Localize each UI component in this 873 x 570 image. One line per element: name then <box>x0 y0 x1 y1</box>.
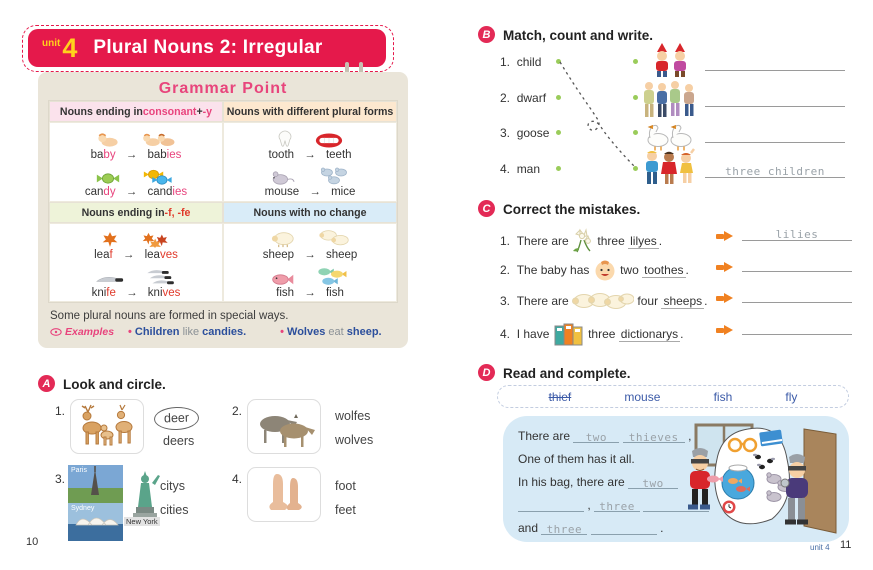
passage-text-part: . <box>660 521 664 535</box>
grammar-point-title: Grammar Point <box>158 80 288 97</box>
word-highlight: ves <box>159 249 178 262</box>
tooth-icon <box>277 130 293 148</box>
pair-candy <box>85 163 187 198</box>
fish-group-icon <box>317 267 349 286</box>
sentence-text: . <box>704 294 708 308</box>
wrong-word[interactable]: toothes <box>644 262 684 277</box>
wrong-word[interactable]: lilyes <box>630 233 657 248</box>
sentence-text: . <box>685 263 689 277</box>
three-children-image <box>642 148 696 188</box>
left-page-number: 10 <box>26 536 39 548</box>
word-highlight: ies <box>166 148 182 161</box>
item-number: 2. <box>232 404 243 418</box>
option-deers[interactable]: deers <box>163 434 195 448</box>
passage-text-part: In his bag, there are <box>518 475 625 489</box>
word-part: fish <box>325 286 344 299</box>
word-highlight: f <box>109 249 113 262</box>
handwritten-answer: two <box>585 431 608 444</box>
word-part: mouse <box>264 186 300 199</box>
correction-line-4[interactable] <box>742 319 852 335</box>
paris-photo <box>68 465 123 503</box>
candies-icon <box>142 169 176 185</box>
passage-text-part: , <box>587 498 591 512</box>
word-part: ba <box>90 148 104 161</box>
grammar-header-different-forms: Nouns with different plural forms <box>223 101 397 122</box>
arrow-icon: → <box>304 249 316 262</box>
item-number: 3. <box>500 294 511 308</box>
example-1 <box>128 326 246 338</box>
handwritten-answer: three <box>599 500 635 513</box>
word-highlight: fe <box>106 286 116 299</box>
arrow-icon <box>716 262 733 272</box>
passage-line-2: One of them has it all. <box>518 452 635 466</box>
match-word: dwarf <box>516 91 547 105</box>
babies-icon <box>142 130 176 148</box>
knives-icon <box>146 268 176 286</box>
example-text: like <box>179 326 203 338</box>
unit-banner <box>28 29 386 67</box>
passage-text <box>518 429 709 544</box>
passage-line-3 <box>518 475 709 489</box>
mistake-item-1 <box>500 228 662 254</box>
word-part: fish <box>276 286 295 299</box>
word-bank-thief[interactable]: thief <box>548 389 572 404</box>
wrong-word[interactable]: dictionarys <box>620 326 679 341</box>
section-a-title: Look and circle. <box>63 377 166 392</box>
sentence-text: The baby has <box>516 263 590 277</box>
reading-passage-box <box>503 416 849 542</box>
item-number: 4. <box>500 162 511 176</box>
right-page-number: 11 <box>840 539 852 551</box>
arrow-icon: → <box>122 249 135 262</box>
match-item-dwarf <box>500 91 546 105</box>
item-number: 2. <box>500 263 511 277</box>
match-word: child <box>516 55 542 69</box>
sentence-text: There are <box>516 234 569 248</box>
section-b-badge: B <box>478 26 495 43</box>
grammar-cell-different-forms <box>223 122 397 202</box>
dictionaries-image <box>553 322 585 346</box>
baby-face-image <box>593 259 617 281</box>
passage-text-part: There are <box>518 429 571 443</box>
blank-1[interactable] <box>573 430 619 443</box>
item-number: 1. <box>55 404 66 418</box>
footer-unit-label: unit 4 <box>810 543 830 552</box>
section-d-title: Read and complete. <box>503 366 631 381</box>
passage-line-1 <box>518 429 709 443</box>
leaves-icon <box>141 231 171 248</box>
feet-image <box>257 472 311 518</box>
baby-icon <box>96 130 120 148</box>
word-part: kni <box>147 286 163 299</box>
sentence-text: . <box>658 234 663 248</box>
item-number: 1. <box>500 234 511 248</box>
grammar-note: Some plural nouns are formed in special ways. <box>50 310 289 322</box>
example-text: . <box>243 326 247 338</box>
item-number: 2. <box>500 91 511 105</box>
arrow-icon: → <box>125 148 138 161</box>
correction-line-2[interactable] <box>742 256 852 272</box>
section-b-title: Match, count and write. <box>503 28 654 43</box>
teeth-mouth-icon <box>315 133 343 148</box>
deer-family-image <box>74 404 140 450</box>
arrow-icon: → <box>309 186 321 199</box>
examples-label-wrap <box>50 326 114 338</box>
arrow-icon: → <box>125 186 138 199</box>
word-highlight: by <box>103 148 116 161</box>
word-part: lea <box>94 249 110 262</box>
bullet-icon: • <box>280 326 285 338</box>
handwritten-answer: three children <box>725 165 825 178</box>
sentence-text: There are <box>516 294 569 308</box>
option-foot[interactable]: foot <box>335 479 356 493</box>
sentence-text: three <box>588 327 616 341</box>
word-part: cand <box>147 186 173 199</box>
word-part: tooth <box>268 148 295 161</box>
leaf-icon <box>101 231 119 248</box>
arrow-icon: → <box>126 286 138 299</box>
new-york-label: New York <box>126 517 158 526</box>
grammar-cell-no-change <box>223 223 397 302</box>
grammar-cell-consonant-y <box>49 122 223 202</box>
section-c-badge: C <box>478 200 495 217</box>
match-line-drawn <box>548 50 648 175</box>
arrow-icon <box>716 325 733 335</box>
unit-label: unit <box>42 37 61 49</box>
wolves-image <box>251 406 317 448</box>
item-number: 4. <box>232 472 243 486</box>
word-part: can <box>84 186 104 199</box>
header-highlight: consonant <box>142 105 197 118</box>
example-text: eat <box>325 326 347 338</box>
option-cities[interactable]: cities <box>160 503 189 517</box>
item-number: 3. <box>55 472 66 486</box>
item-number: 1. <box>500 55 511 69</box>
word-highlight: ies <box>172 186 188 199</box>
option-citys[interactable]: citys <box>160 479 185 493</box>
grammar-header-consonant-y <box>49 101 223 122</box>
paris-label: Paris <box>71 467 87 474</box>
mistake-item-3 <box>500 290 707 312</box>
blank-7[interactable] <box>541 522 587 535</box>
knife-icon <box>96 274 124 286</box>
header-highlight: -f, -fe <box>164 206 191 219</box>
option-wolfes[interactable]: wolfes <box>335 409 371 423</box>
word-bank-mouse[interactable]: mouse <box>624 389 661 404</box>
match-item-goose <box>500 126 549 140</box>
fish-icon <box>271 273 295 286</box>
section-c-title: Correct the mistakes. <box>503 202 641 217</box>
word-part: lea <box>144 249 160 262</box>
answer-line-3[interactable] <box>705 127 845 143</box>
example-word: Children <box>134 326 180 338</box>
mouse-icon <box>269 169 295 185</box>
word-part: bab <box>147 148 167 161</box>
unit-number: 4 <box>62 32 78 63</box>
sheep-icon <box>270 231 296 248</box>
word-bank-fly[interactable]: fly <box>785 389 798 404</box>
answer-line-4[interactable] <box>705 162 845 178</box>
example-word: Wolves <box>287 326 326 338</box>
pair-leaf <box>94 226 178 261</box>
mistake-item-4 <box>500 322 683 346</box>
mistake-item-2 <box>500 259 689 281</box>
blank-5[interactable] <box>594 499 640 512</box>
four-men-image <box>641 80 697 120</box>
blank-8[interactable] <box>591 522 657 535</box>
clock-in-bag <box>723 501 736 514</box>
lily-image <box>572 228 594 254</box>
pair-sheep <box>263 226 358 261</box>
grammar-header-f-fe <box>49 202 223 223</box>
word-part: mice <box>331 186 356 199</box>
match-item-man <box>500 162 540 176</box>
grammar-header-no-change: Nouns with no change <box>223 202 397 223</box>
sydney-label: Sydney <box>71 505 95 512</box>
passage-text-part: , <box>688 429 692 443</box>
mice-icon <box>317 167 351 185</box>
handwritten-answer: thieves <box>628 431 679 444</box>
two-dwarfs-image <box>645 42 693 78</box>
option-feet[interactable]: feet <box>335 503 356 517</box>
word-bank <box>497 385 849 408</box>
example-text: . <box>378 326 382 338</box>
examples-label: Examples <box>65 326 115 338</box>
correction-line-3[interactable] <box>742 287 852 303</box>
blank-4[interactable] <box>518 499 584 512</box>
example-word: sheep <box>346 326 379 338</box>
handwritten-answer: lilies <box>775 228 819 241</box>
header-text: Nouns ending in <box>59 105 143 118</box>
sentence-text: . <box>680 327 684 341</box>
passage-text-part: and <box>518 521 539 535</box>
arrow-icon <box>716 231 733 241</box>
grammar-cell-f-fe <box>49 223 223 302</box>
arrow-icon <box>716 293 733 303</box>
pair-mouse <box>265 163 356 198</box>
grammar-table <box>48 100 398 303</box>
sentence-text: four <box>637 294 659 308</box>
example-2 <box>280 326 381 338</box>
word-part: sheep <box>262 249 295 262</box>
answer-line-1[interactable] <box>705 55 845 71</box>
handwritten-answer: two <box>642 477 664 490</box>
unit-title: Plural Nouns 2: Irregular <box>93 37 323 58</box>
item-number: 4. <box>500 327 511 341</box>
section-a-badge: A <box>38 375 55 392</box>
item-number: 3. <box>500 126 511 140</box>
feet-photo <box>247 467 321 522</box>
wolves-photo <box>247 399 321 454</box>
word-highlight: dy <box>103 186 116 199</box>
answer-line-2[interactable] <box>705 91 845 107</box>
candy-icon <box>96 172 120 185</box>
pair-knife <box>92 264 181 299</box>
option-wolves[interactable]: wolves <box>335 433 374 447</box>
match-word: goose <box>516 126 550 140</box>
correction-line-1[interactable] <box>742 225 852 241</box>
word-bank-fish[interactable]: fish <box>713 389 733 404</box>
word-highlight: ves <box>162 286 181 299</box>
word-part: sheep <box>325 249 358 262</box>
wrong-word[interactable]: sheeps <box>663 293 703 308</box>
option-deer-circled[interactable] <box>154 406 200 431</box>
match-word: man <box>516 162 541 176</box>
pair-baby <box>91 126 182 161</box>
blank-3[interactable] <box>628 476 678 489</box>
deer-photo <box>70 399 144 454</box>
section-d-badge: D <box>478 364 495 381</box>
word-part: kni <box>91 286 107 299</box>
sentence-text: I have <box>516 327 550 341</box>
pair-fish <box>271 264 349 299</box>
handwritten-answer: three <box>546 523 583 536</box>
sheep-flock-icon <box>318 229 350 248</box>
sentence-text: three <box>597 234 625 248</box>
arrow-icon: → <box>304 148 316 161</box>
blank-2[interactable] <box>623 430 685 443</box>
option-label: deer <box>163 410 190 426</box>
example-word: candies <box>202 326 244 338</box>
word-part: teeth <box>325 148 352 161</box>
four-sheep-image <box>572 290 634 312</box>
arrow-icon: → <box>304 286 316 299</box>
sydney-photo <box>68 503 123 541</box>
sentence-text: two <box>620 263 639 277</box>
header-text: + <box>196 105 203 118</box>
header-highlight: -y <box>202 105 213 118</box>
thieves-illustration <box>686 421 846 539</box>
bullet-icon: • <box>128 326 132 338</box>
grammar-examples-row <box>50 326 416 338</box>
header-text: Nouns ending in <box>81 206 165 219</box>
passage-line-5 <box>518 521 709 535</box>
match-item-child <box>500 55 541 69</box>
pair-tooth <box>268 126 351 161</box>
examples-icon <box>50 328 62 336</box>
passage-line-4 <box>518 498 709 512</box>
